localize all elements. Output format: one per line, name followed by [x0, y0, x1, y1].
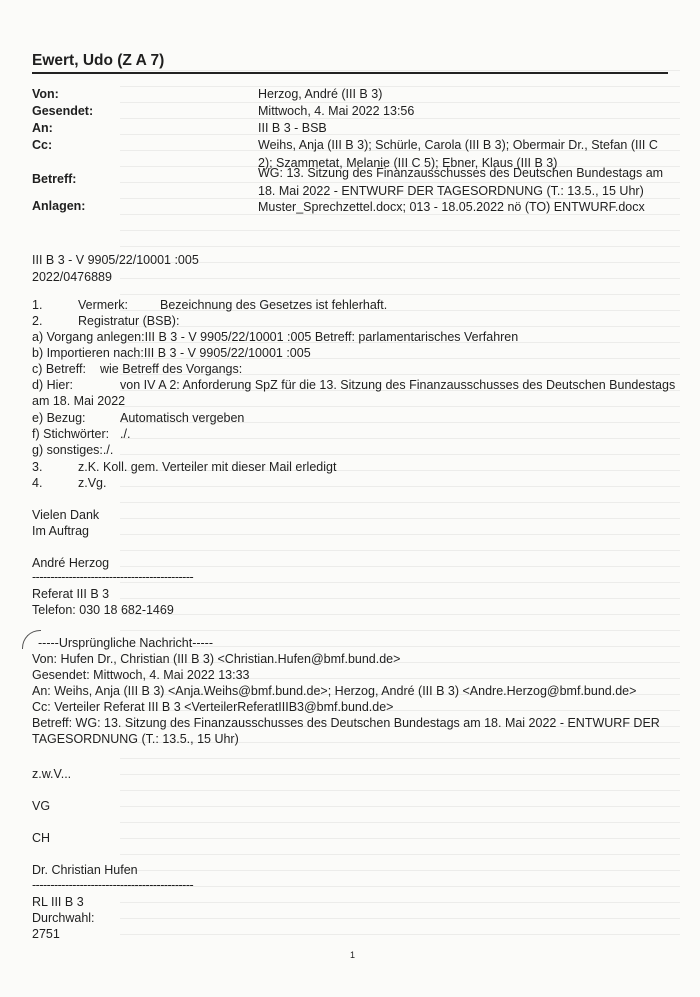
original-gesendet: Gesendet: Mittwoch, 4. Mai 2022 13:33	[32, 668, 250, 682]
item-4-text: z.Vg.	[78, 476, 107, 490]
original-betreff: Betreff: WG: 13. Sitzung des Finanzausschusses des Deutschen Bundestags am 18. Mai 2022 - ENTWURF DER	[32, 716, 660, 730]
cc-value: Weihs, Anja (III B 3); Schürle, Carola (III B 3); Obermair Dr., Stefan (III C 2); Szammetat, Melanie (III C 5); Ebner, Klaus (III B 3)	[258, 138, 658, 170]
zwv-note: z.w.V...	[32, 767, 72, 781]
original-an: An: Weihs, Anja (III B 3) <Anja.Weihs@bmf.bund.de>; Herzog, André (III B 3) <Andre.Herzog@bmf.bund.de>	[32, 684, 637, 698]
signature2-name: Dr. Christian Hufen	[32, 863, 138, 877]
an-value: III B 3 - BSB	[258, 121, 327, 135]
cc-label: Cc:	[32, 138, 53, 152]
document-number: 2022/0476889	[32, 270, 112, 284]
original-von: Von: Hufen Dr., Christian (III B 3) <Christian.Hufen@bmf.bund.de>	[32, 652, 401, 666]
an-label: An:	[32, 121, 53, 135]
signature2-durchwahl-number: 2751	[32, 927, 60, 941]
line-d-text: von IV A 2: Anforderung SpZ für die 13. Sitzung des Finanzausschusses des Deutschen Bundestags	[120, 378, 676, 392]
signature-name: André Herzog	[32, 556, 110, 570]
item-2-number: 2.	[32, 314, 43, 328]
line-a: a) Vorgang anlegen:III B 3 - V 9905/22/10001 :005 Betreff: parlamentarisches Verfahren	[32, 330, 519, 344]
reference-number: III B 3 - V 9905/22/10001 :005	[32, 253, 199, 267]
line-e-label: e) Bezug:	[32, 411, 86, 425]
item-1-label: Vermerk:	[78, 298, 129, 312]
betreff-value: WG: 13. Sitzung des Finanzausschusses des Deutschen Bundestags am 18. Mai 2022 - ENTWURF DER TAGESORDNUNG (T.: 13.5., 15 Uhr)	[258, 166, 664, 198]
header-rule	[32, 72, 668, 74]
gesendet-value: Mittwoch, 4. Mai 2022 13:56	[258, 104, 415, 118]
page-number: 1	[350, 950, 356, 960]
item-1-number: 1.	[32, 298, 43, 312]
line-c-label: c) Betreff:	[32, 362, 86, 376]
original-betreff-continued: TAGESORDNUNG (T.: 13.5., 15 Uhr)	[32, 732, 239, 746]
line-c-text: wie Betreff des Vorgangs:	[100, 362, 243, 376]
gesendet-label: Gesendet:	[32, 104, 94, 118]
mailbox-owner: Ewert, Udo (Z A 7)	[32, 52, 165, 69]
item-1-text: Bezeichnung des Gesetzes ist fehlerhaft.	[160, 298, 388, 312]
signature-telefon: Telefon: 030 18 682-1469	[32, 603, 174, 617]
item-2-text: Registratur (BSB):	[78, 314, 180, 328]
signature2-durchwahl-label: Durchwahl:	[32, 911, 95, 925]
anlagen-value: Muster_Sprechzettel.docx; 013 - 18.05.2022 nö (TO) ENTWURF.docx	[258, 200, 645, 214]
initials-ch: CH	[32, 831, 51, 845]
item-3-text: z.K. Koll. gem. Verteiler mit dieser Mail erledigt	[78, 460, 337, 474]
line-e-text: Automatisch vergeben	[120, 411, 245, 425]
line-f-label: f) Stichwörter:	[32, 427, 110, 441]
greeting-vg: VG	[32, 799, 51, 813]
signature2-rl: RL III B 3	[32, 895, 84, 909]
line-b: b) Importieren nach:III B 3 - V 9905/22/10001 :005	[32, 346, 311, 360]
original-cc: Cc: Verteiler Referat III B 3 <VerteilerReferatIIIB3@bmf.bund.de>	[32, 700, 394, 714]
von-value: Herzog, André (III B 3)	[258, 87, 383, 101]
anlagen-label: Anlagen:	[32, 199, 86, 213]
line-d-continued: am 18. Mai 2022	[32, 394, 126, 408]
signature-separator: --------------------------------------------	[32, 570, 194, 584]
signature-referat: Referat III B 3	[32, 587, 110, 601]
signature2-separator: --------------------------------------------	[32, 878, 194, 892]
von-label: Von:	[32, 87, 59, 101]
item-4-number: 4.	[32, 476, 43, 490]
betreff-label: Betreff:	[32, 172, 77, 186]
closing-thanks: Vielen Dank	[32, 508, 100, 522]
closing-auftrag: Im Auftrag	[32, 524, 89, 538]
line-g: g) sonstiges:./.	[32, 443, 114, 457]
line-f-text: ./.	[120, 427, 131, 441]
original-message-header: -----Ursprüngliche Nachricht-----	[38, 636, 214, 650]
item-3-number: 3.	[32, 460, 43, 474]
line-d-label: d) Hier:	[32, 378, 73, 392]
